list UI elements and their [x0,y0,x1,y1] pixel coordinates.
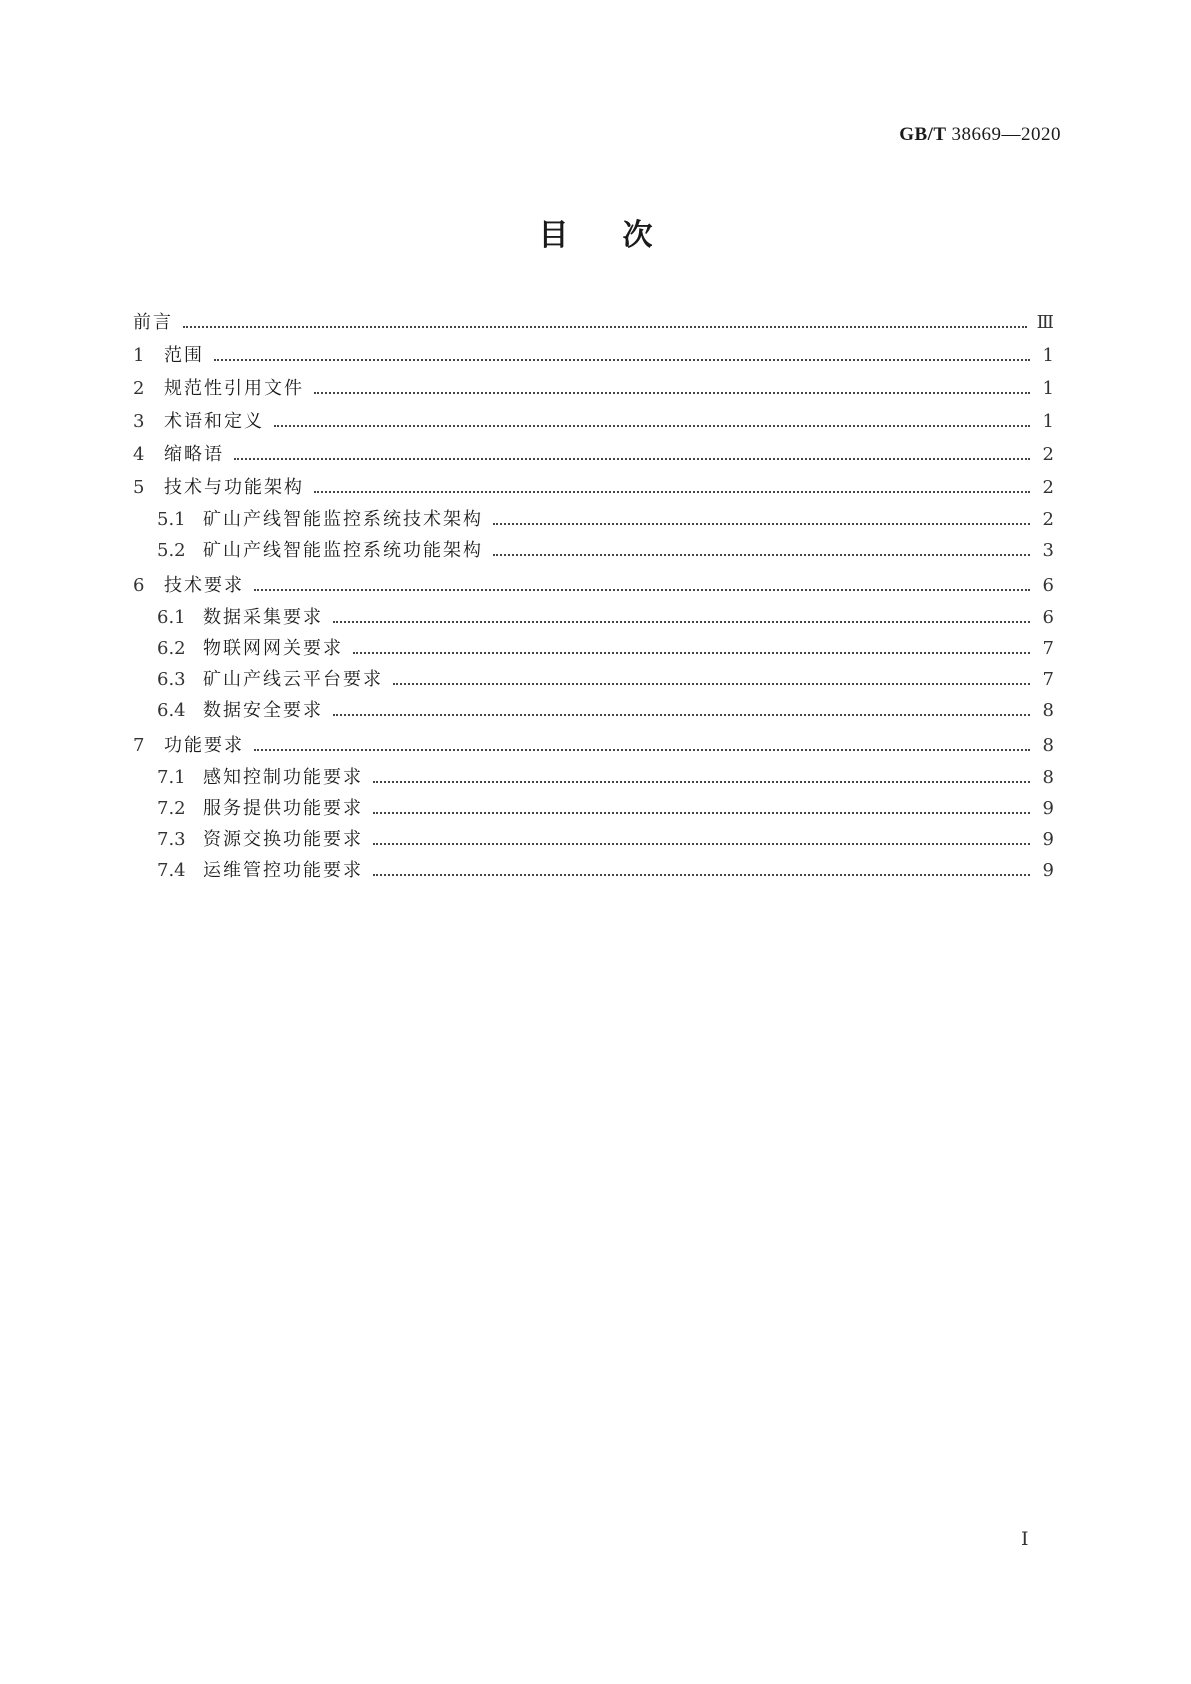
toc-entry-page: 2 [1042,477,1054,498]
toc-entry-page: 9 [1042,860,1054,881]
toc-entry[interactable] [133,569,1054,602]
toc-dot-leader [373,811,1030,814]
toc-entry-page: 1 [1042,378,1054,399]
toc-dot-leader [274,424,1030,427]
toc-entry-label: 前言 [133,312,173,333]
toc-entry-page: 8 [1042,735,1054,756]
standard-number: 38669—2020 [951,124,1061,145]
toc-entry[interactable] [133,438,1054,471]
toc-entry-page: 2 [1042,444,1054,465]
toc-entry[interactable] [133,793,1054,824]
page-title: 目次 [538,218,707,253]
toc-entry-number: 5.2 [157,540,186,561]
toc-entry-number: 7.3 [157,829,186,850]
toc-entry-page: 8 [1042,767,1054,788]
toc-dot-leader [373,780,1030,783]
toc-dot-leader [333,713,1030,716]
toc-entry-label: 功能要求 [164,735,244,756]
toc-entry[interactable] [133,664,1054,695]
toc-entry[interactable] [133,602,1054,633]
toc-entry-label: 矿山产线智能监控系统技术架构 [203,509,483,530]
toc-entry[interactable] [133,339,1054,372]
toc-entry[interactable] [133,504,1054,535]
toc-entry[interactable] [133,405,1054,438]
standard-code [899,124,1061,146]
toc-entry-label: 矿山产线智能监控系统功能架构 [203,540,483,561]
toc-entry[interactable] [133,306,1054,339]
toc-entry-number: 6.2 [157,638,186,659]
toc-entry-number: 4 [133,444,145,465]
toc-entry-number: 3 [133,411,145,432]
toc-entry-number: 7 [133,735,145,756]
toc-dot-leader [314,391,1030,394]
toc-entry-label: 技术与功能架构 [164,477,304,498]
toc-entry[interactable] [133,729,1054,762]
toc-entry-label: 技术要求 [164,575,244,596]
standard-prefix: GB/T [899,124,947,145]
toc-dot-leader [493,553,1030,556]
toc-entry-number: 7.1 [157,767,186,788]
toc-dot-leader [493,522,1030,525]
toc-entry-label: 服务提供功能要求 [203,798,363,819]
toc-entry-page: 9 [1042,798,1054,819]
toc-entry-page: 1 [1042,411,1054,432]
toc-entry-page: 6 [1042,607,1054,628]
toc-entry-page: 1 [1042,345,1054,366]
toc-entry-number: 6 [133,575,145,596]
toc-entry-number: 5.1 [157,509,186,530]
toc-dot-leader [373,873,1030,876]
toc-entry-number: 6.4 [157,700,186,721]
toc-entry[interactable] [133,372,1054,405]
table-of-contents [133,306,1054,886]
toc-entry-page: 6 [1042,575,1054,596]
toc-entry-page: 8 [1042,700,1054,721]
toc-entry-label: 术语和定义 [164,411,264,432]
toc-entry-label: 矿山产线云平台要求 [203,669,383,690]
toc-dot-leader [314,490,1030,493]
toc-dot-leader [183,325,1027,328]
toc-entry-label: 物联网网关要求 [203,638,343,659]
toc-entry-number: 6.3 [157,669,186,690]
toc-entry[interactable] [133,695,1054,726]
toc-entry[interactable] [133,633,1054,664]
toc-dot-leader [393,682,1030,685]
toc-entry-label: 范围 [164,345,204,366]
toc-entry-number: 1 [133,345,145,366]
toc-dot-leader [373,842,1030,845]
toc-entry-page: Ⅲ [1036,312,1054,333]
toc-entry[interactable] [133,762,1054,793]
footer-page-number: I [1021,1528,1029,1550]
toc-entry-number: 7.4 [157,860,186,881]
toc-entry-label: 数据采集要求 [203,607,323,628]
toc-entry-label: 资源交换功能要求 [203,829,363,850]
toc-entry-page: 7 [1042,669,1054,690]
toc-dot-leader [254,588,1030,591]
toc-entry-page: 7 [1042,638,1054,659]
toc-dot-leader [234,457,1030,460]
toc-entry-number: 7.2 [157,798,186,819]
toc-entry-number: 2 [133,378,145,399]
toc-entry-label: 数据安全要求 [203,700,323,721]
toc-entry-label: 缩略语 [164,444,224,465]
toc-entry-label: 规范性引用文件 [164,378,304,399]
toc-dot-leader [254,748,1030,751]
toc-entry-page: 2 [1042,509,1054,530]
toc-dot-leader [353,651,1030,654]
toc-entry-label: 运维管控功能要求 [203,860,363,881]
toc-dot-leader [333,620,1030,623]
toc-entry[interactable] [133,855,1054,886]
toc-entry-label: 感知控制功能要求 [203,767,363,788]
toc-dot-leader [214,358,1030,361]
toc-entry-number: 6.1 [157,607,186,628]
toc-entry[interactable] [133,471,1054,504]
toc-entry[interactable] [133,535,1054,566]
toc-entry-number: 5 [133,477,145,498]
toc-entry-page: 3 [1042,540,1054,561]
toc-entry-page: 9 [1042,829,1054,850]
toc-entry[interactable] [133,824,1054,855]
